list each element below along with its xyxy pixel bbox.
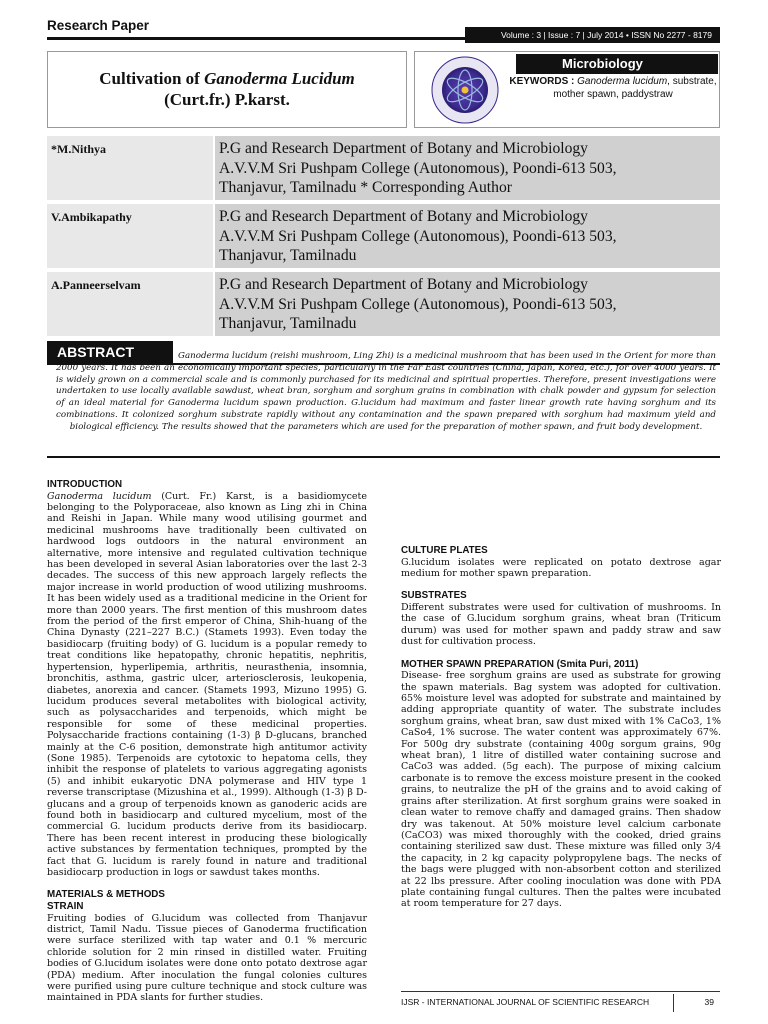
author-row bbox=[47, 204, 720, 268]
keywords bbox=[509, 76, 717, 101]
author-row bbox=[47, 136, 720, 200]
abstract-label: ABSTRACT bbox=[47, 341, 173, 363]
paper-title bbox=[47, 51, 407, 128]
keywords-italic: Ganoderma lucidum bbox=[577, 76, 668, 87]
affiliation-line: P.G and Research Department of Botany and Microbiology bbox=[219, 276, 588, 293]
intro-heading: INTRODUCTION bbox=[47, 479, 123, 490]
subject-tag: Microbiology bbox=[516, 54, 718, 74]
affiliation-line: A.V.V.M Sri Pushpam College (Autonomous), Poondi-613 503, bbox=[219, 227, 617, 245]
spawn-paragraph: Disease- free sorghum grains are used as substrate for growing the spawn materials. Bag system was adopted for cultivation. 65% moisture level was adopted for substrate and maintained by adding appropriate quantity of water. The substrate includes sorghum grains, wheat bran, saw dust mixed with 1% CaCo3, 1% CaSo4, 1% sucrose. The water content was approximately 67%. For 500g dry substrate (containing 400g sorgum grains, 90g wheat bran), 1 litre of distilled water containing sucrose and CaCo3 was added. (5g each). The purpose of mixing calcium carbonate is to remove the excess moisture present in the cooked grains, to neutralize the pH of the grains and to avoid caking of grains after sterilization. At first sorghum grains were soaked in clean water to remove chaffy and damaged grains. Then shadow dry was takenout. At 50% moisture level calcium carbonate (CaCO3) was mixed thoroughly with the cooked, dried grains containing sterilized saw dust. These mixture was filled only 3/4 the capacity, in 2 kg capacity polypropylene bags. The necks of the bags were plugged with non-absorbent cotton and sterilized at 22 lbs pressure. After cooling inoculation was done with PDA plate containing fungal cultures. Then the paltes were incubated at room temperature for 27 days. bbox=[401, 670, 721, 910]
strain-paragraph: Fruiting bodies of G.lucidum was collected from Thanjavur district, Tamil Nadu. Tissue pieces of Ganoderma fructification were surface sterilized with tap water and 0.1 % mercuric chloride solution for 2 min rinsed in distilled water. Fruiting bodies of G.lucidum isolates were done onto potato dextrose agar (PDA) medium. After inoculation the fungal colonies cultures were purified using pure culture technique and stock culture was maintained in PDA slants for further studies. bbox=[47, 912, 367, 1004]
affiliation-line: P.G and Research Department of Botany and Microbiology bbox=[219, 140, 588, 157]
affiliation-line: Thanjavur, Tamilnadu bbox=[219, 247, 357, 264]
volume-info: Volume : 3 | Issue : 7 | July 2014 • ISSN No 2277 - 8179 bbox=[465, 27, 720, 43]
abstract-body: Ganoderma lucidum (reishi mushroom, Ling Zhi) is a medicinal mushroom that has been used in the Orient for more than 2000 years. It has been an economically important species, particularly in the Far East countries (China, Japan, Korea, etc.), for over 4000 years. It is widely grown on a commercial scale and is commonly purchased for its medicinal and spiritual properties. Therefore, present investigations were undertaken to use locally available sawdust, wheat bran, sorghum and sorghum grains in combination with chalk powder and gypsum for selection of an ideal material for Ganoderma lucidum spawn production. G.lucidum had maximum and faster linear growth rate having sorghum and its combinations. It colonized sorghum substrate rapidly without any contamination and the spawn prepared with sorghum had maximum yield and biological efficiency. The results showed that the parameters which are used for the preparation of mother spawn, and fruit body development. bbox=[56, 351, 716, 432]
affiliation-line: Thanjavur, Tamilnadu bbox=[219, 315, 357, 332]
culture-heading: CULTURE PLATES bbox=[401, 545, 488, 556]
footer-rule bbox=[401, 991, 720, 992]
culture-paragraph: G.lucidum isolates were replicated on potato dextrose agar medium for mother spawn preparation. bbox=[401, 556, 721, 579]
substrates-heading: SUBSTRATES bbox=[401, 590, 467, 602]
strain-continued-spacer bbox=[401, 479, 721, 545]
footer-publication: IJSR - INTERNATIONAL JOURNAL OF SCIENTIFIC RESEARCH bbox=[401, 997, 650, 1007]
affiliation-line: A.V.V.M Sri Pushpam College (Autonomous), Poondi-613 503, bbox=[219, 295, 617, 313]
intro-paragraph bbox=[47, 491, 367, 879]
author-name: V.Ambikapathy bbox=[47, 204, 213, 268]
left-column bbox=[47, 479, 367, 1004]
intro-species: Ganoderma lucidum bbox=[47, 490, 152, 502]
title-prefix: Cultivation of bbox=[99, 69, 205, 88]
author-affiliation bbox=[215, 204, 720, 268]
author-affiliation bbox=[215, 272, 720, 336]
intro-text: (Curt. Fr.) Karst, is a basidiomycete belonging to the Polyporaceae, also known as Ling zhi in China and Reishi in Japan. While many wood utilising gourmet and medicinal mushrooms have traditionally been cultivated on hardwood logs outdoors in the natural environment an alternative, more intensive and regulated cultivation technique has been developed in several Asian laboratories over the last 2-3 decades. The success of this new approach largely reflects the major increase in world production of wood utilizing mushrooms. It has been widely used as a traditional medicine in the Orient for more than 2000 years. The first mention of this mushroom dates from the period of the first emperor of China, Shih-huang of the China Dynasty (221–227 B.C.) (Stamets 1993). Even today the basidiocarp (fruiting body) of G. lucidum is a popular remedy to treat conditions like hepatopathy, chronic hepatitis, nephritis, hypertension, hyperlipemia, arthritis, neurasthenia, insomnia, bronchitis, asthma, gastric ulcer, arteriosclerosis, leukopenia, diabetes, anorexia and cancer. (Stamets 1993, Mizuno 1995) G. lucidum produces several metabolites with biological activity, such as polysaccharides and terpenoids, which might be responsible for some of these medicinal properties. Polysaccharide fractions containing (1-3) β D-glucans, branched mainly at the C-6 position, demonstrate high antitumor activity (Sone 1985). Terpenoids are cytotoxic to hepatoma cells, they inhibit the response of platelets to various aggregating agonists (5) and inhibit eukaryotic DNA polymerase and HIV type 1 reverse transcriptase (Mizushina et al., 1999). Although (1-3) β D-glucans and a group of terpenoids known as ganoderic acids are found both in basidiocarp and cultured mycelium, most of the commercial G. lucidum products derive from its basidiocarp. There has been recent interest in producing these biologically active substances by fermentation techniques, prompted by the fact that G. lucidum is rarely found in nature and traditional basidiocarp production in logs or sawdust takes months. bbox=[47, 490, 367, 878]
keywords-rest: , substrate, mother spawn, paddystraw bbox=[553, 76, 717, 100]
strain-heading: STRAIN bbox=[47, 901, 84, 912]
keywords-label: KEYWORDS : bbox=[509, 76, 578, 87]
title-line2: (Curt.fr.) P.karst. bbox=[164, 90, 290, 109]
journal-logo-icon bbox=[419, 55, 511, 125]
author-affiliation bbox=[215, 136, 720, 200]
abstract-rule-bottom bbox=[47, 456, 720, 458]
substrates-paragraph: Different substrates were used for cultivation of mushrooms. In the case of G.lucidum sorghum grains, wheat bran (Triticum durum) was used for mother spawn and paddy straw and saw dust for cultivation process. bbox=[401, 602, 721, 648]
page-number: 39 bbox=[704, 997, 714, 1007]
subject-box bbox=[414, 51, 720, 128]
affiliation-line: A.V.V.M Sri Pushpam College (Autonomous), Poondi-613 503, bbox=[219, 159, 617, 177]
author-name: *M.Nithya bbox=[47, 136, 213, 200]
footer-separator bbox=[673, 994, 674, 1012]
spawn-heading: MOTHER SPAWN PREPARATION (Smita Puri, 2011) bbox=[401, 658, 639, 670]
affiliation-line: P.G and Research Department of Botany and Microbiology bbox=[219, 208, 588, 225]
author-row bbox=[47, 272, 720, 336]
methods-heading: MATERIALS & METHODS bbox=[47, 889, 165, 901]
section-label: Research Paper bbox=[47, 18, 150, 33]
right-column bbox=[401, 479, 721, 910]
title-species: Ganoderma Lucidum bbox=[204, 69, 355, 88]
affiliation-line: Thanjavur, Tamilnadu * Corresponding Author bbox=[219, 179, 512, 196]
author-name: A.Panneerselvam bbox=[47, 272, 213, 336]
abstract-text bbox=[56, 351, 716, 434]
